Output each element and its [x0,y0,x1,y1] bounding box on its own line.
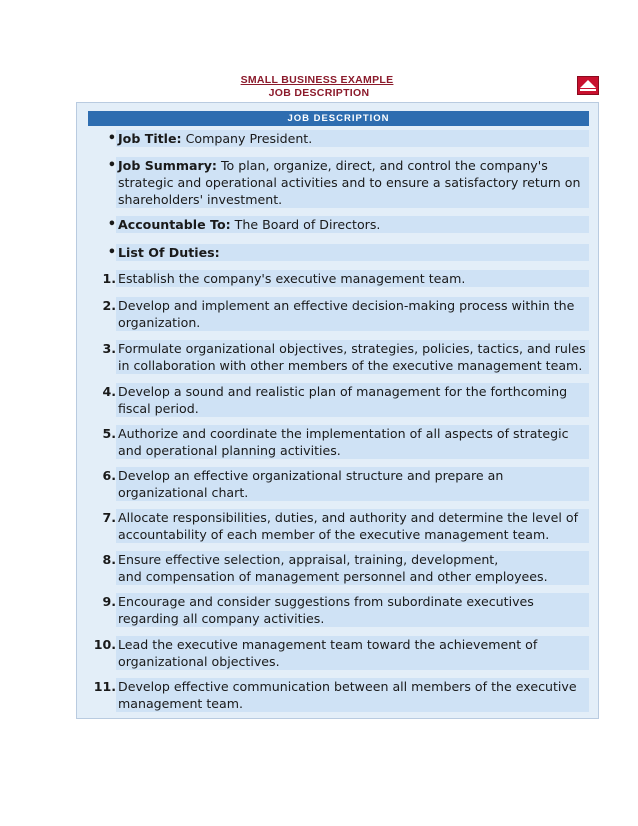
duty-text: Allocate responsibilities, duties, and authority and determine the level of [118,510,579,525]
duty-text: Formulate organizational objectives, strategies, policies, tactics, and rules [118,341,586,356]
duty-text: Authorize and coordinate the implementation of all aspects of strategic [118,426,569,441]
duty-text: organizational objectives. [118,654,280,669]
duty-number: 5. [102,426,116,441]
duty-cell [116,678,589,712]
duty-number: 10. [93,637,116,652]
bullet-icon: • [107,245,116,260]
duty-text: Establish the company's executive management team. [118,271,466,286]
field-cell [116,216,589,233]
bullet-icon: • [107,217,116,232]
field-value: strategic and operational activities and to ensure a satisfactory return on [118,175,581,190]
duty-cell [116,425,589,459]
field-label: Accountable To: [118,217,231,232]
field-label: List Of Duties: [118,245,220,260]
duty-cell [116,509,589,543]
duty-text: fiscal period. [118,401,199,416]
duty-text: in collaboration with other members of the executive management team. [118,358,583,373]
duty-text: Ensure effective selection, appraisal, training, development, [118,552,499,567]
field-label: Job Summary: [118,158,217,173]
duty-text: Encourage and consider suggestions from subordinate executives [118,594,534,609]
duty-text: Develop effective communication between all members of the executive [118,679,577,694]
duty-cell [116,383,589,417]
duty-text: regarding all company activities. [118,611,325,626]
duty-text: management team. [118,696,244,711]
duty-cell [116,593,589,627]
document-header [0,74,638,100]
header-subtitle: JOB DESCRIPTION [268,87,370,99]
bullet-icon: • [107,158,116,173]
duty-number: 4. [102,384,116,399]
duty-text: and operational planning activities. [118,443,341,458]
up-arrow-glyph [578,77,598,94]
duty-number: 3. [102,341,116,356]
field-cell [116,157,589,208]
field-cell [116,130,589,147]
duty-number: 2. [102,298,116,313]
duty-text: organizational chart. [118,485,249,500]
bullet-icon: • [107,131,116,146]
field-value: Company President. [185,131,313,146]
field-cell [116,244,589,261]
duty-text: organization. [118,315,201,330]
field-value: The Board of Directors. [234,217,381,232]
job-description-panel [76,102,599,719]
up-arrow-icon[interactable] [577,76,599,95]
duty-cell [116,636,589,670]
header-title: SMALL BUSINESS EXAMPLE [240,74,394,86]
duty-number: 8. [102,552,116,567]
duty-text: accountability of each member of the executive management team. [118,527,550,542]
duty-cell [116,467,589,501]
field-label: Job Title: [118,131,182,146]
duty-text: and compensation of management personnel and other employees. [118,569,548,584]
duty-text: Lead the executive management team toward the achievement of [118,637,538,652]
duty-cell [116,551,589,585]
duty-text: Develop and implement an effective decision-making process within the [118,298,575,313]
duty-text: Develop a sound and realistic plan of management for the forthcoming [118,384,568,399]
duty-cell [116,340,589,374]
duty-number: 1. [102,271,116,286]
duty-number: 7. [102,510,116,525]
field-value: To plan, organize, direct, and control the company's [221,158,548,173]
duty-text: Develop an effective organizational structure and prepare an [118,468,504,483]
field-value: shareholders' investment. [118,192,283,207]
duty-number: 9. [102,594,116,609]
duty-number: 11. [93,679,116,694]
duty-cell [116,297,589,331]
panel-title-bar: JOB DESCRIPTION [88,111,589,126]
duty-number: 6. [102,468,116,483]
duty-cell [116,270,589,287]
